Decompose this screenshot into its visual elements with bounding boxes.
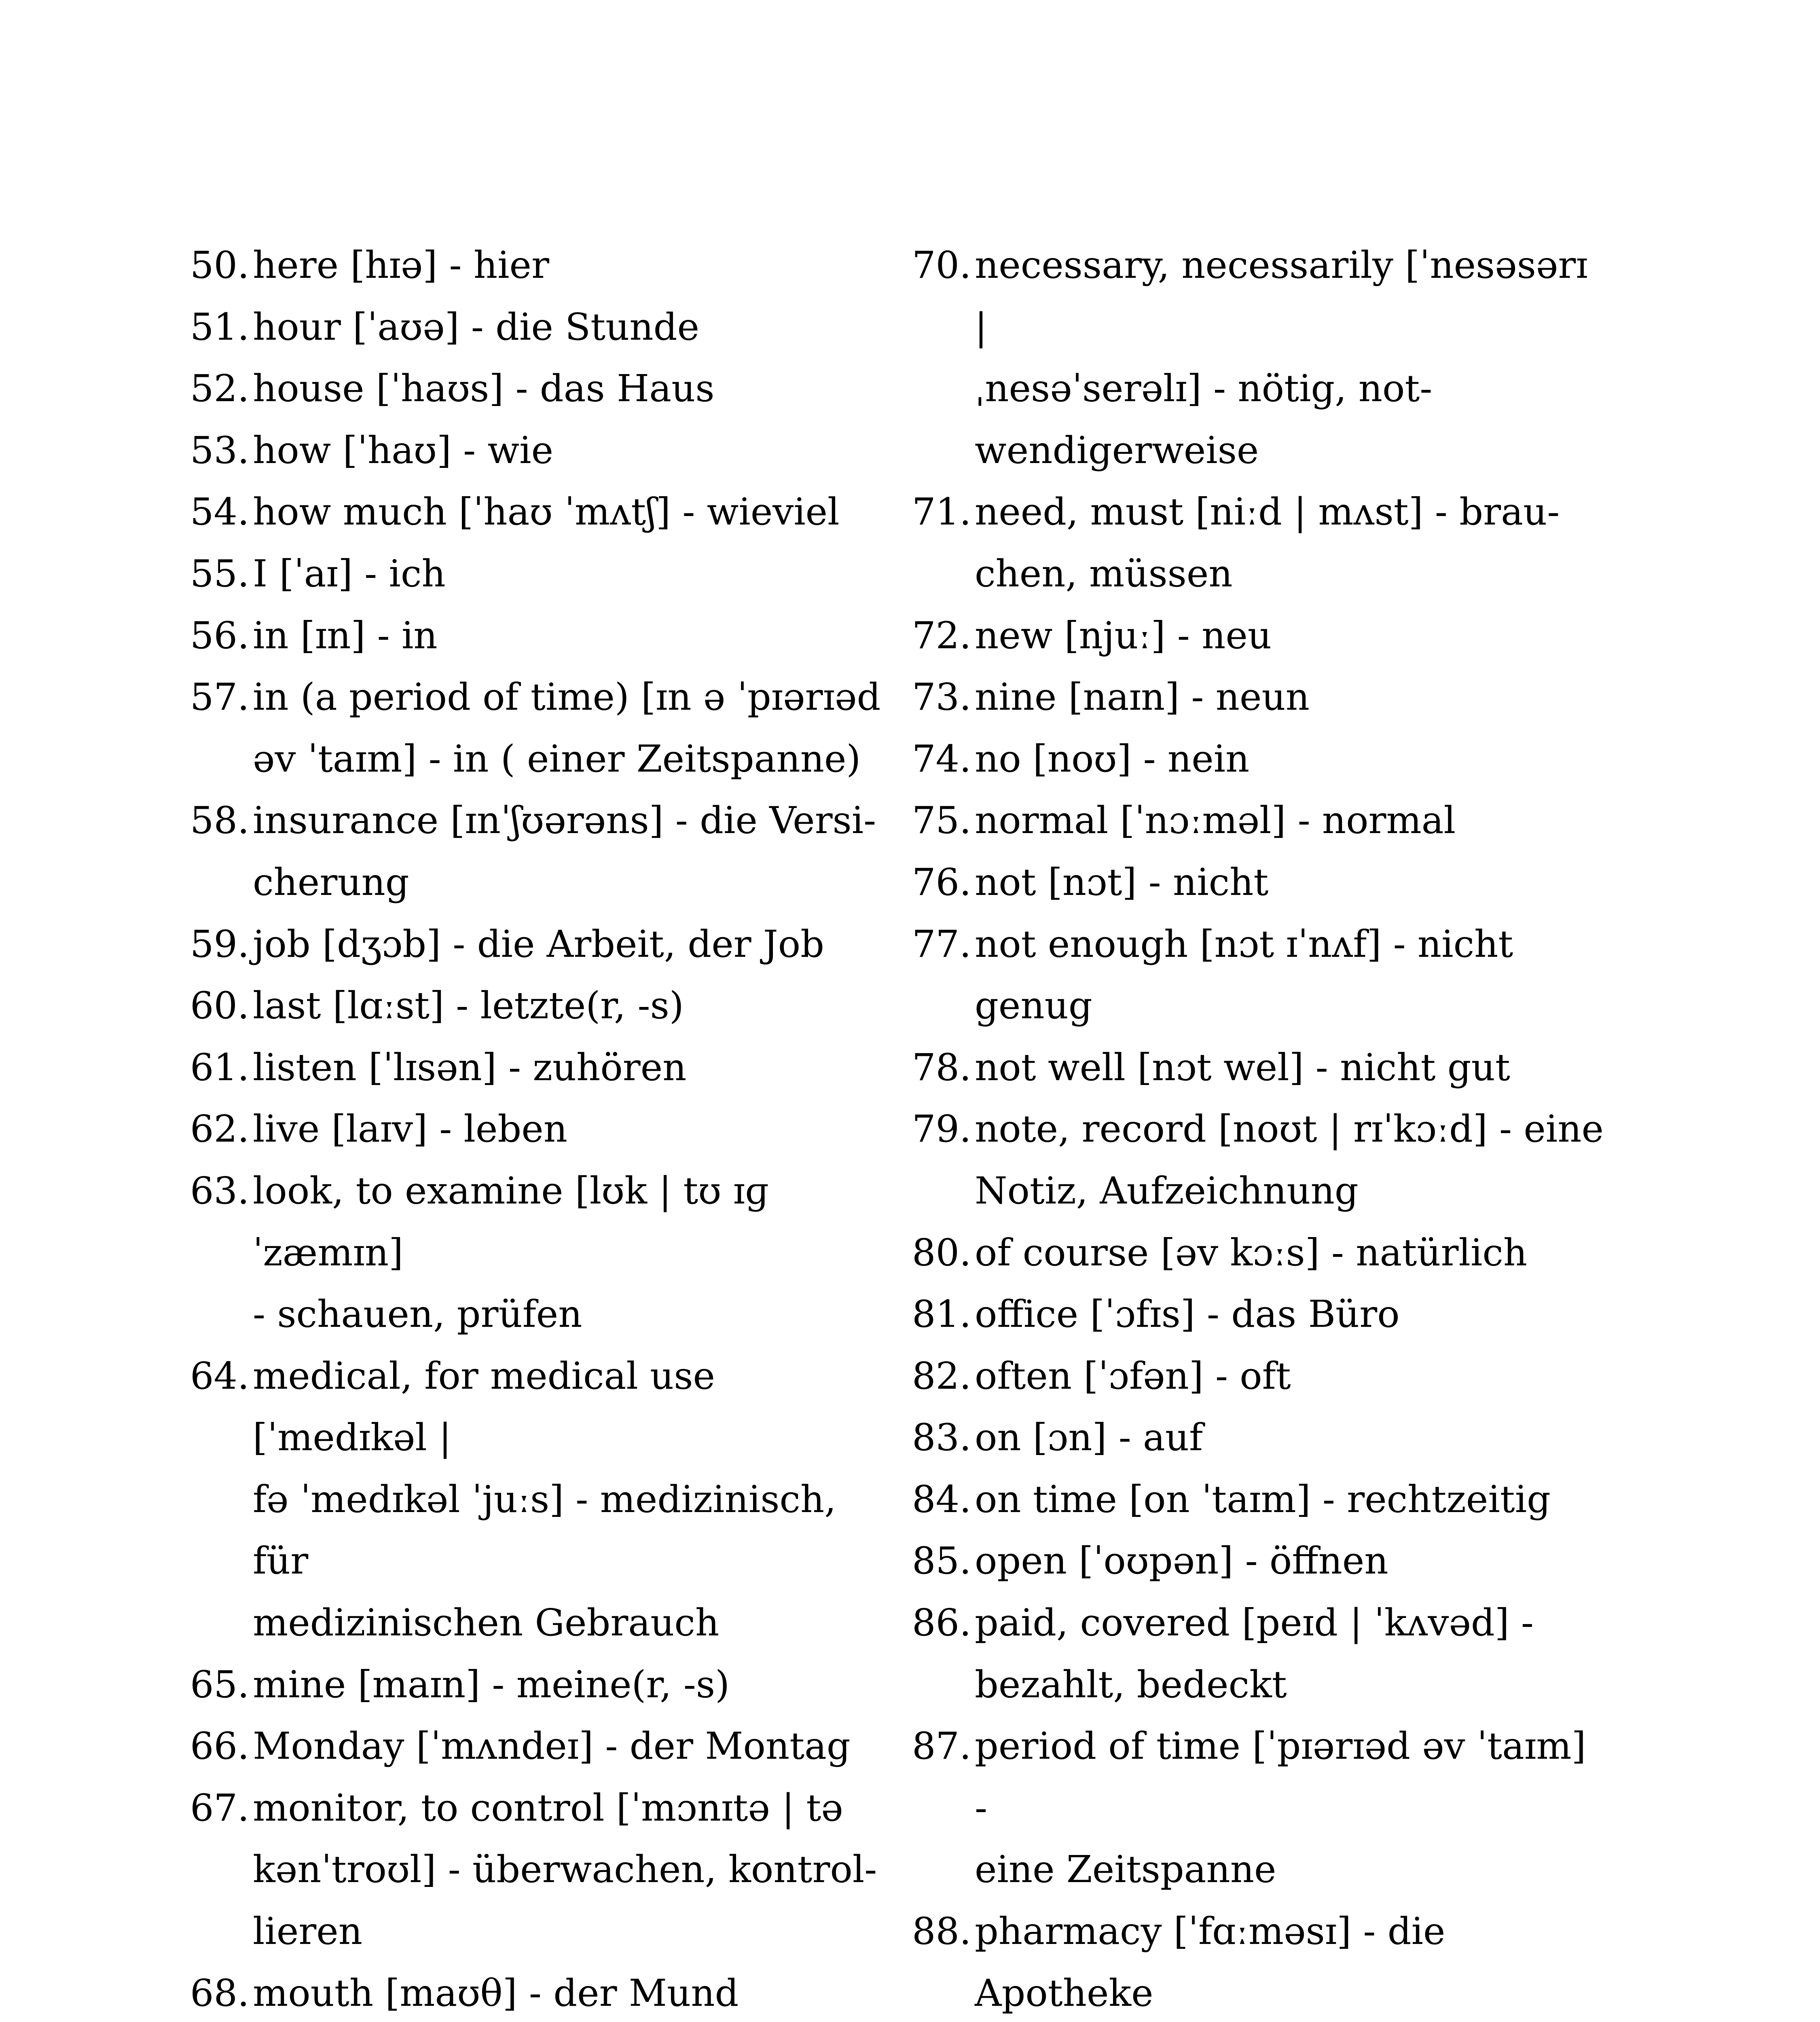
vocabulary-entry xyxy=(190,790,886,913)
vocabulary-entry xyxy=(190,1037,886,1099)
entry-text: monitor, to control [ˈmɔnɪtə | tə kənˈtroʊl] - überwachen, kontrol- lieren xyxy=(253,1786,877,1953)
vocabulary-entry xyxy=(190,1098,886,1160)
entry-number: 54. xyxy=(190,490,250,534)
vocabulary-entry xyxy=(190,420,886,482)
entry-text: I [ˈaɪ] - ich xyxy=(253,552,446,595)
entry-number: 68. xyxy=(190,1971,250,2015)
entry-number: 76. xyxy=(912,860,971,904)
vocabulary-entry xyxy=(912,914,1608,1037)
entry-number: 61. xyxy=(190,1045,250,1089)
entry-text: necessary, necessarily [ˈnesəsərɪ | ˌnesəˈserəlɪ] - nötig, not- wendigerweise xyxy=(975,243,1588,472)
entry-text: mouth [maʊθ] - der Mund xyxy=(253,1971,739,2015)
vocabulary-list-left xyxy=(190,235,886,2022)
vocabulary-entry xyxy=(912,1407,1608,1469)
entry-number: 71. xyxy=(912,490,971,534)
entry-number: 62. xyxy=(190,1107,250,1151)
vocabulary-entry xyxy=(912,481,1608,605)
entry-number: 59. xyxy=(190,922,250,966)
vocabulary-entry xyxy=(190,543,886,605)
entry-text: how [ˈhaʊ] - wie xyxy=(253,428,554,472)
entry-text: job [dʒɔb] - die Arbeit, der Job xyxy=(253,922,825,966)
entry-number: 67. xyxy=(190,1786,250,1830)
entry-text: nine [naɪn] - neun xyxy=(975,675,1310,719)
entry-text: live [laɪv] - leben xyxy=(253,1107,568,1151)
entry-text: period of time [ˈpɪərɪəd əv ˈtaɪm] - eine Zeitspanne xyxy=(975,1724,1586,1891)
vocabulary-entry xyxy=(912,235,1608,481)
entry-text: Monday [ˈmʌndeɪ] - der Montag xyxy=(253,1724,851,1768)
entry-number: 63. xyxy=(190,1169,250,1212)
entry-number: 79. xyxy=(912,1107,971,1151)
vocabulary-entry xyxy=(912,1345,1608,1407)
vocabulary-entry xyxy=(912,605,1608,667)
entry-text: in [ɪn] - in xyxy=(253,613,438,657)
entry-text: listen [ˈlɪsən] - zuhören xyxy=(253,1045,687,1089)
entry-number: 81. xyxy=(912,1292,971,1336)
entry-text: normal [ˈnɔːməl] - normal xyxy=(975,799,1456,842)
vocabulary-entry xyxy=(190,296,886,358)
entry-number: 56. xyxy=(190,613,250,657)
entry-number: 53. xyxy=(190,428,250,472)
vocabulary-entry xyxy=(190,605,886,667)
entry-text: look, to examine [lʊk | tʊ ɪɡˈzæmɪn] - schauen, prüfen xyxy=(253,1169,769,1336)
entry-text: of course [əv kɔːs] - natürlich xyxy=(975,1231,1528,1274)
entry-number: 78. xyxy=(912,1045,971,1089)
vocabulary-entry xyxy=(190,1715,886,1777)
entry-number: 86. xyxy=(912,1601,971,1645)
entry-text: paid, covered [peɪd | ˈkʌvəd] - bezahlt, bedeckt xyxy=(975,1601,1534,1706)
entry-number: 72. xyxy=(912,613,971,657)
entry-text: often [ˈɔfən] - oft xyxy=(975,1354,1291,1398)
vocabulary-entry xyxy=(912,790,1608,852)
entry-number: 88. xyxy=(912,1910,971,1953)
entry-text: new [njuː] - neu xyxy=(975,613,1272,657)
entry-number: 77. xyxy=(912,922,971,966)
vocabulary-entry xyxy=(190,975,886,1037)
vocabulary-entry xyxy=(190,358,886,420)
vocabulary-list-right xyxy=(912,235,1608,2022)
vocabulary-entry xyxy=(912,1469,1608,1531)
entry-number: 83. xyxy=(912,1416,971,1459)
entry-text: need, must [niːd | mʌst] - brau- chen, müssen xyxy=(975,490,1560,595)
entry-text: here [hɪə] - hier xyxy=(253,243,549,287)
entry-number: 84. xyxy=(912,1477,971,1521)
entry-text: in (a period of time) [ɪn ə ˈpɪərɪəd əv ˈtaɪm] - in ( einer Zeitspanne) xyxy=(253,675,881,780)
vocabulary-entry xyxy=(912,1037,1608,1099)
entry-text: last [lɑːst] - letzte(r, -s) xyxy=(253,984,684,1028)
entry-number: 85. xyxy=(912,1539,971,1583)
vocabulary-entry xyxy=(190,1160,886,1345)
vocabulary-entry xyxy=(190,1963,886,2022)
entry-text: on time [on ˈtaɪm] - rechtzeitig xyxy=(975,1477,1551,1521)
entry-text: house [ˈhaʊs] - das Haus xyxy=(253,367,715,410)
entry-number: 65. xyxy=(190,1662,250,1706)
vocabulary-entry xyxy=(190,666,886,790)
entry-number: 75. xyxy=(912,799,971,842)
entry-number: 74. xyxy=(912,737,971,780)
entry-number: 66. xyxy=(190,1724,250,1768)
entry-text: hour [ˈaʊə] - die Stunde xyxy=(253,305,699,349)
vocabulary-entry xyxy=(190,235,886,296)
entry-text: mine [maɪn] - meine(r, -s) xyxy=(253,1662,730,1706)
entry-number: 58. xyxy=(190,799,250,842)
entry-text: not enough [nɔt ɪˈnʌf] - nicht genug xyxy=(975,922,1513,1028)
vocabulary-entry xyxy=(912,666,1608,728)
entry-number: 52. xyxy=(190,367,250,410)
entry-text: pharmacy [ˈfɑːməsɪ] - die Apotheke xyxy=(975,1910,1445,2015)
entry-text: insurance [ɪnˈʃʊərəns] - die Versi- cherung xyxy=(253,799,876,904)
entry-text: not well [nɔt wel] - nicht gut xyxy=(975,1045,1510,1089)
vocabulary-entry xyxy=(190,1654,886,1716)
entry-text: on [ɔn] - auf xyxy=(975,1416,1203,1459)
vocabulary-entry xyxy=(912,1222,1608,1284)
vocabulary-entry xyxy=(190,481,886,543)
entry-number: 73. xyxy=(912,675,971,719)
entry-number: 51. xyxy=(190,305,250,349)
entry-number: 82. xyxy=(912,1354,971,1398)
entry-text: note, record [noʊt | rɪˈkɔːd] - eine Notiz, Aufzeichnung xyxy=(975,1107,1604,1212)
entry-text: no [noʊ] - nein xyxy=(975,737,1250,780)
entry-text: not [nɔt] - nicht xyxy=(975,860,1269,904)
entry-text: office [ˈɔfɪs] - das Büro xyxy=(975,1292,1400,1336)
vocabulary-entry xyxy=(912,1530,1608,1592)
entry-number: 57. xyxy=(190,675,250,719)
vocabulary-entry xyxy=(912,852,1608,914)
vocabulary-entry xyxy=(190,1777,886,1963)
vocabulary-entry xyxy=(912,1592,1608,1715)
vocabulary-entry xyxy=(912,1715,1608,1901)
entry-number: 60. xyxy=(190,984,250,1028)
vocabulary-entry xyxy=(912,1098,1608,1222)
entry-text: how much [ˈhaʊ ˈmʌtʃ] - wieviel xyxy=(253,490,840,534)
vocabulary-entry xyxy=(912,728,1608,790)
entry-number: 50. xyxy=(190,243,250,287)
entry-number: 64. xyxy=(190,1354,250,1398)
entry-number: 70. xyxy=(912,243,971,287)
vocabulary-entry xyxy=(912,1284,1608,1345)
vocabulary-entry xyxy=(190,914,886,975)
entry-text: medical, for medical use [ˈmedɪkəl | fə ˈmedɪkəl ˈjuːs] - medizinisch, für medizinischen Gebrauch xyxy=(253,1354,836,1645)
vocabulary-entry xyxy=(190,1345,886,1654)
entry-text: open [ˈoʊpən] - öffnen xyxy=(975,1539,1388,1583)
vocabulary-entry xyxy=(912,1901,1608,2022)
entry-number: 87. xyxy=(912,1724,971,1768)
entry-number: 55. xyxy=(190,552,250,595)
entry-number: 80. xyxy=(912,1231,971,1274)
